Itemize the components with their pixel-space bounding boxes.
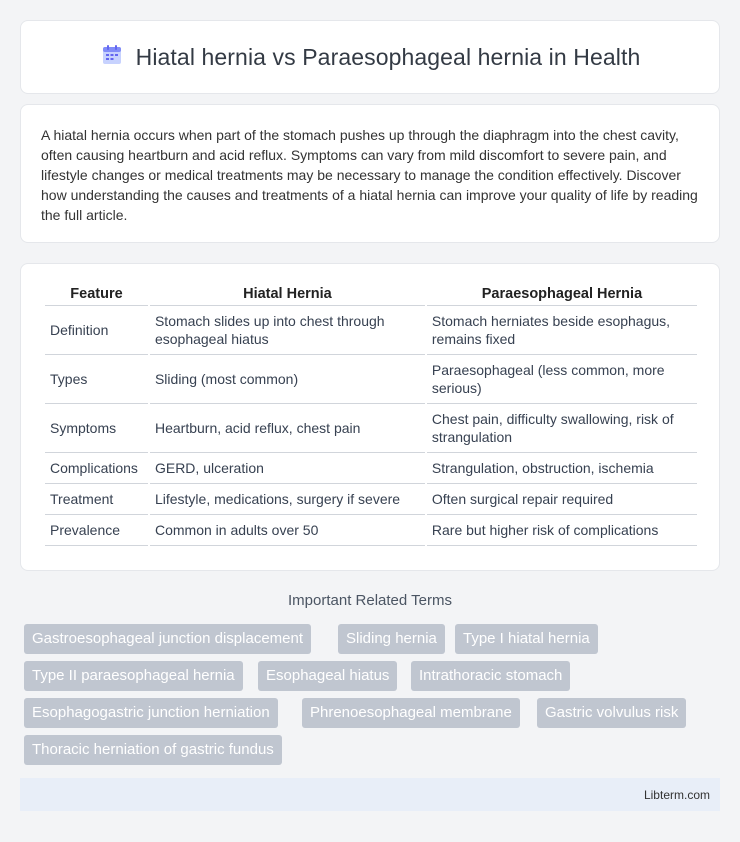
row-feature: Treatment (45, 484, 148, 515)
row-paraesophageal: Stomach herniates beside esophagus, remains fixed (427, 306, 697, 355)
row-feature: Types (45, 355, 148, 404)
row-hiatal: Sliding (most common) (150, 355, 425, 404)
related-term-tag[interactable]: Esophageal hiatus (258, 661, 397, 691)
row-paraesophageal: Often surgical repair required (427, 484, 697, 515)
related-term-tag[interactable]: Gastroesophageal junction displacement (24, 624, 311, 654)
related-term-tag[interactable]: Sliding hernia (338, 624, 445, 654)
row-hiatal: Heartburn, acid reflux, chest pain (150, 404, 425, 453)
header-paraesophageal: Paraesophageal Hernia (427, 284, 697, 306)
calendar-icon (100, 43, 124, 72)
comparison-table (43, 284, 699, 546)
row-feature: Prevalence (45, 515, 148, 546)
table-row (45, 515, 697, 546)
related-term-tag[interactable]: Type I hiatal hernia (455, 624, 598, 654)
header-feature: Feature (45, 284, 148, 306)
row-hiatal: GERD, ulceration (150, 453, 425, 484)
intro-card (20, 104, 720, 243)
row-paraesophageal: Strangulation, obstruction, ischemia (427, 453, 697, 484)
row-hiatal: Common in adults over 50 (150, 515, 425, 546)
table-row (45, 484, 697, 515)
intro-text: A hiatal hernia occurs when part of the stomach pushes up through the diaphragm into the chest cavity, often causing heartburn and acid reflux. Symptoms can vary from mild discomfort to severe pain, and lifestyle changes or medical treatments may be necessary to manage the condition effectively. Discover how understanding the causes and treatments of a hiatal hernia can improve your quality of life by reading the full article. (41, 127, 698, 223)
related-term-tag[interactable]: Intrathoracic stomach (411, 661, 570, 691)
row-hiatal: Lifestyle, medications, surgery if severe (150, 484, 425, 515)
row-feature: Definition (45, 306, 148, 355)
related-term-tag[interactable]: Type II paraesophageal hernia (24, 661, 243, 691)
footer-link[interactable]: Libterm.com (643, 787, 710, 802)
comparison-card (20, 263, 720, 571)
table-row (45, 404, 697, 453)
header-hiatal: Hiatal Hernia (150, 284, 425, 306)
related-term-tag[interactable]: Thoracic herniation of gastric fundus (24, 735, 282, 765)
table-row (45, 355, 697, 404)
related-term-tag[interactable]: Phrenoesophageal membrane (302, 698, 520, 728)
row-paraesophageal: Chest pain, difficulty swallowing, risk of strangulation (427, 404, 697, 453)
related-terms-title: Important Related Terms (288, 592, 452, 609)
related-term-tag[interactable]: Esophagogastric junction herniation (24, 698, 278, 728)
row-paraesophageal: Paraesophageal (less common, more serious) (427, 355, 697, 404)
row-feature: Complications (45, 453, 148, 484)
row-hiatal: Stomach slides up into chest through esophageal hiatus (150, 306, 425, 355)
header-card (20, 20, 720, 94)
table-row (45, 306, 697, 355)
row-paraesophageal: Rare but higher risk of complications (427, 515, 697, 546)
table-row (45, 453, 697, 484)
footer (20, 778, 720, 811)
page-title: Hiatal hernia vs Paraesophageal hernia in Health (135, 43, 641, 70)
row-feature: Symptoms (45, 404, 148, 453)
related-term-tag[interactable]: Gastric volvulus risk (537, 698, 686, 728)
